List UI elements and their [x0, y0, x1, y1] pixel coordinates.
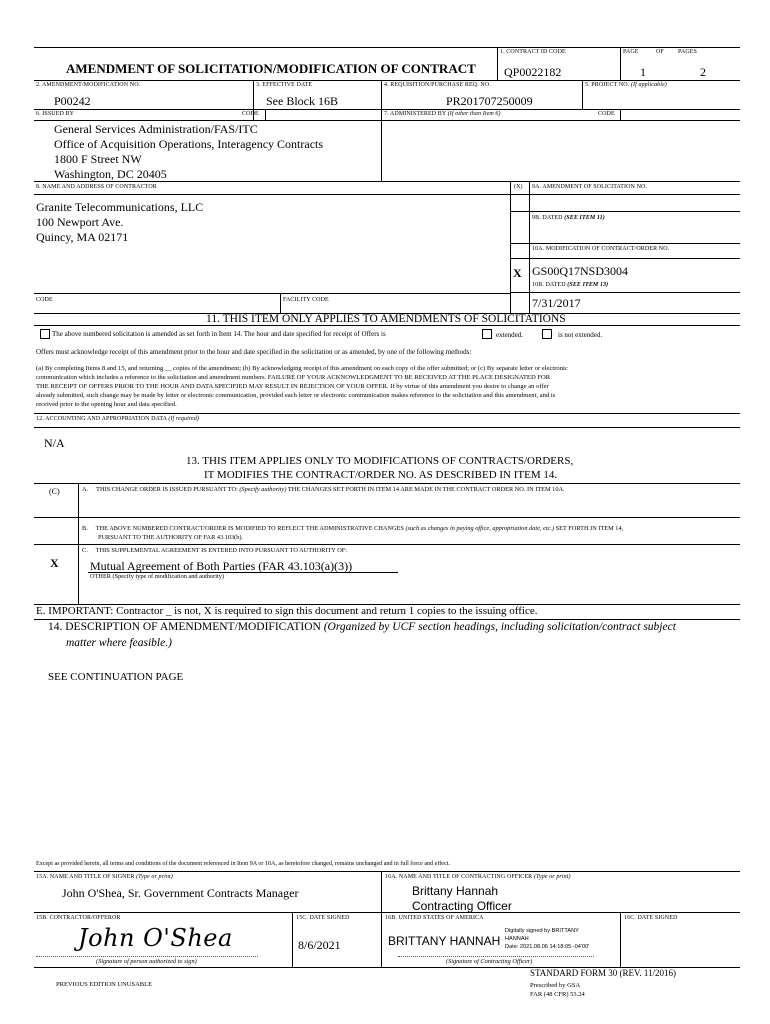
rule-v [510, 181, 511, 313]
rule-v [620, 912, 621, 967]
page-count: 2 [700, 65, 706, 79]
rule [34, 325, 740, 326]
item14-title: 14. DESCRIPTION OF AMENDMENT/MODIFICATION (Organized by UCF section headings, including solicitation/contract subject matter where feasible.) [48, 621, 676, 649]
contractor-line: Granite Telecommunications, LLC [36, 200, 204, 214]
rule-v [78, 483, 79, 604]
important-line: E. IMPORTANT: Contractor _ is not, X is required to sign this document and return 1 copies to the issuing office. [36, 605, 538, 617]
signer-name-value: John O'Shea, Sr. Government Contracts Manager [62, 886, 299, 900]
form-title: AMENDMENT OF SOLICITATION/MODIFICATION OF CONTRACT [66, 61, 476, 76]
rule [34, 912, 740, 913]
digital-signature-note: Digitally signed by BRITTANY HANNAH Date: 2021.08.06 14:18:05 -04'00' [505, 928, 590, 950]
rule [34, 413, 740, 414]
rule-v [497, 47, 498, 80]
item11-para-line: (a) By completing Items 8 and 15, and returning __ copies of the amendment; (b) By acknowledging receipt of this amendment on each copy of the offer submitted; or (c) By separate letter or electronic [36, 365, 568, 372]
officer-date-label: 16C. DATE SIGNED [624, 915, 678, 921]
rule [510, 243, 740, 244]
officer-signature: BRITTANY HANNAH [388, 934, 501, 948]
rule-v [582, 80, 583, 109]
rule-v [381, 80, 382, 181]
amendment-no-label: 2. AMENDMENT/MODIFICATION NO. [36, 82, 141, 88]
page-label: PAGE [623, 49, 639, 55]
issued-by-address [54, 122, 323, 182]
rule [34, 194, 740, 195]
contractor-label: 8. NAME AND ADDRESS OF CONTRACTOR [36, 184, 157, 190]
item11-para-line: communication which includes a reference to the solicitation and amendment numbers. FAILURE OF YOUR ACKNOWLEDGMENT TO BE RECEIVED AT THE PLACE DESIGNATED FOR [36, 374, 551, 381]
contractor-offeror-label: 15B. CONTRACTOR/OFFEROR [36, 915, 121, 921]
x-column-label: (X) [514, 184, 523, 190]
of-label: OF [656, 49, 664, 55]
rule-v [620, 47, 621, 80]
item13d-row: OTHER (Specify type of modification and authority) [90, 573, 224, 580]
rule [34, 871, 740, 872]
contractor-date-value: 8/6/2021 [298, 938, 341, 952]
item11-para-line: received prior to the opening hour and data specified. [36, 401, 177, 408]
rule [510, 211, 740, 212]
signer-name-label: 15A. NAME AND TITLE OF SIGNER (Type or print) [36, 874, 173, 880]
rule-v [620, 109, 621, 120]
rule [34, 120, 740, 121]
item13c-x-mark: X [50, 556, 59, 570]
contractor-code-label: CODE [36, 297, 53, 303]
solicitation-amended-checkbox[interactable] [40, 329, 50, 339]
modification-dated-label: 10B. DATED (SEE ITEM 13) [532, 282, 609, 288]
not-extended-checkbox[interactable] [542, 329, 552, 339]
contractor-line: Quincy, MA 02171 [36, 230, 129, 244]
rule [510, 258, 740, 259]
facility-code-label: FACILITY CODE [283, 297, 329, 303]
rule-v [292, 912, 293, 967]
rule [34, 80, 740, 81]
previous-edition-note: PREVIOUS EDITION UNUSABLE [56, 981, 153, 988]
modification-no-value: GS00Q17NSD3004 [532, 264, 629, 278]
item13c-row: C. THIS SUPPLEMENTAL AGREEMENT IS ENTERED INTO PURSUANT TO AUTHORITY OF: [82, 547, 347, 554]
rule [34, 293, 510, 294]
continuation-note: SEE CONTINUATION PAGE [48, 671, 184, 683]
rule [34, 109, 740, 110]
contractor-date-label: 15C. DATE SIGNED [296, 915, 350, 921]
administered-by-label: 7. ADMINISTERED BY (If other than Item 6) [384, 111, 501, 117]
rule-v [280, 293, 281, 313]
not-extended-label: is not extended. [558, 331, 603, 339]
usa-label: 16B. UNITED STATES OF AMERICA [385, 915, 484, 921]
modification-x-mark: X [513, 266, 522, 280]
except-text: Except as provided herein, all terms and conditions of the document referenced in Item 9A or 10A, as heretofore changed, remains unchanged and in full force and effect. [36, 861, 450, 867]
item11-para-line: THE RECEIPT OF OFFERS PRIOR TO THE HOUR AND DATA SPECIFIED MAY RESULT IN REJECTION OF YOUR OFFER. If by virtue of this amendment you desire to change an offer [36, 383, 549, 390]
rule-top [34, 47, 740, 48]
solicitation-no-label: 9A. AMENDMENT OF SOLICITATION NO. [532, 184, 648, 190]
extended-label: extended. [496, 331, 524, 339]
rule [34, 544, 740, 545]
officer-sig-caption: (Signature of Contracting Officer) [446, 958, 533, 965]
accounting-value: N/A [44, 436, 65, 450]
contractor-signature: John O'Shea [78, 924, 233, 952]
standard-form-label: STANDARD FORM 30 (REV. 11/2016) [530, 968, 677, 978]
rule [398, 956, 594, 957]
project-no-label: 5. PROJECT NO. (If applicable) [585, 82, 667, 88]
item13b-row: B. THE ABOVE NUMBERED CONTRACT/ORDER IS MODIFIED TO REFLECT THE ADMINISTRATIVE CHANGES (such as changes in paying office, appropriation date, etc.) SET FORTH IN ITEM 14, PURSUANT TO THE AUTHORITY OF FAR 43.103(b). [82, 525, 624, 541]
item11-paragraph [36, 364, 742, 409]
amendment-no-value: P00242 [54, 94, 91, 108]
requisition-label: 4. REQUISITION/PURCHASE REQ. NO. [384, 82, 491, 88]
item11-line2: Offers must acknowledge receipt of this amendment prior to the hour and date specified in the solicitation or as amended, by one of the following methods: [36, 348, 472, 356]
rule [510, 292, 740, 293]
issued-by-line: 1800 F Street NW [54, 152, 142, 166]
issued-by-label: 6. ISSUED BY [36, 111, 75, 117]
officer-name-label: 16A. NAME AND TITLE OF CONTRACTING OFFICER (Type or print) [385, 874, 571, 880]
rule [34, 483, 740, 484]
item11-title: 11. THIS ITEM ONLY APPLIES TO AMENDMENTS OF SOLICITATIONS [206, 313, 566, 325]
rule [36, 956, 258, 957]
modification-dated-value: 7/31/2017 [532, 296, 581, 310]
item13-check-header: (C) [49, 487, 60, 496]
effective-date-label: 3. EFFECTIVE DATE [256, 82, 313, 88]
issued-by-line: General Services Administration/FAS/ITC [54, 122, 258, 136]
item13c-authority: Mutual Agreement of Both Parties (FAR 43.103(a)(3)) [90, 559, 353, 573]
item13a-row: A. THIS CHANGE ORDER IS ISSUED PURSUANT TO: (Specify authority) THE CHANGES SET FORTH IN ITEM 14 ARE MADE IN THE CONTRACT ORDER NO. IN ITEM 10A. [82, 486, 565, 493]
administered-code-label: CODE [598, 111, 615, 117]
item11-para-line: already submitted, such change may be made by letter or electronic communication, provided each letter or electronic communication makes reference to the solicitation and this amendment, and is [36, 392, 556, 399]
officer-name-value: Brittany Hannah Contracting Officer [412, 884, 512, 913]
prescribed-by: Prescribed by GSA FAR (48 CFR) 53.24 [530, 982, 585, 998]
rule-v [529, 181, 530, 313]
modification-no-label: 10A. MODIFICATION OF CONTRACT/ORDER NO. [532, 246, 670, 252]
item11-line1: The above numbered solicitation is amended as set forth in Item 14. The hour and date specified for receipt of Offers is [52, 330, 386, 338]
contract-id-label: 1. CONTRACT ID CODE [500, 49, 566, 55]
pages-label: PAGES [678, 49, 697, 55]
effective-date-value: See Block 16B [266, 94, 338, 108]
accounting-label: 12. ACCOUNTING AND APPROPRIATION DATA (If required) [36, 416, 200, 422]
page-number: 1 [640, 65, 646, 79]
item13-title-1: 13. THIS ITEM APPLIES ONLY TO MODIFICATIONS OF CONTRACTS/ORDERS, [186, 455, 574, 467]
solicitation-dated-label: 9B. DATED (SEE ITEM 11) [532, 215, 605, 221]
contractor-line: 100 Newport Ave. [36, 215, 124, 229]
requisition-value: PR201707250009 [446, 94, 533, 108]
rule-v [265, 109, 266, 120]
contractor-sig-caption: (Signature of person authorized to sign) [96, 958, 197, 965]
item13-title-2: IT MODIFIES THE CONTRACT/ORDER NO. AS DESCRIBED IN ITEM 14. [204, 469, 558, 481]
issued-by-code-label: CODE [242, 111, 259, 117]
contractor-address [36, 200, 203, 245]
issued-by-line: Washington, DC 20405 [54, 167, 167, 181]
rule [34, 517, 740, 518]
rule [34, 427, 740, 428]
contract-id-value: QP0022182 [504, 65, 562, 79]
extended-checkbox[interactable] [482, 329, 492, 339]
rule-v [381, 871, 382, 967]
issued-by-line: Office of Acquisition Operations, Interagency Contracts [54, 137, 324, 151]
